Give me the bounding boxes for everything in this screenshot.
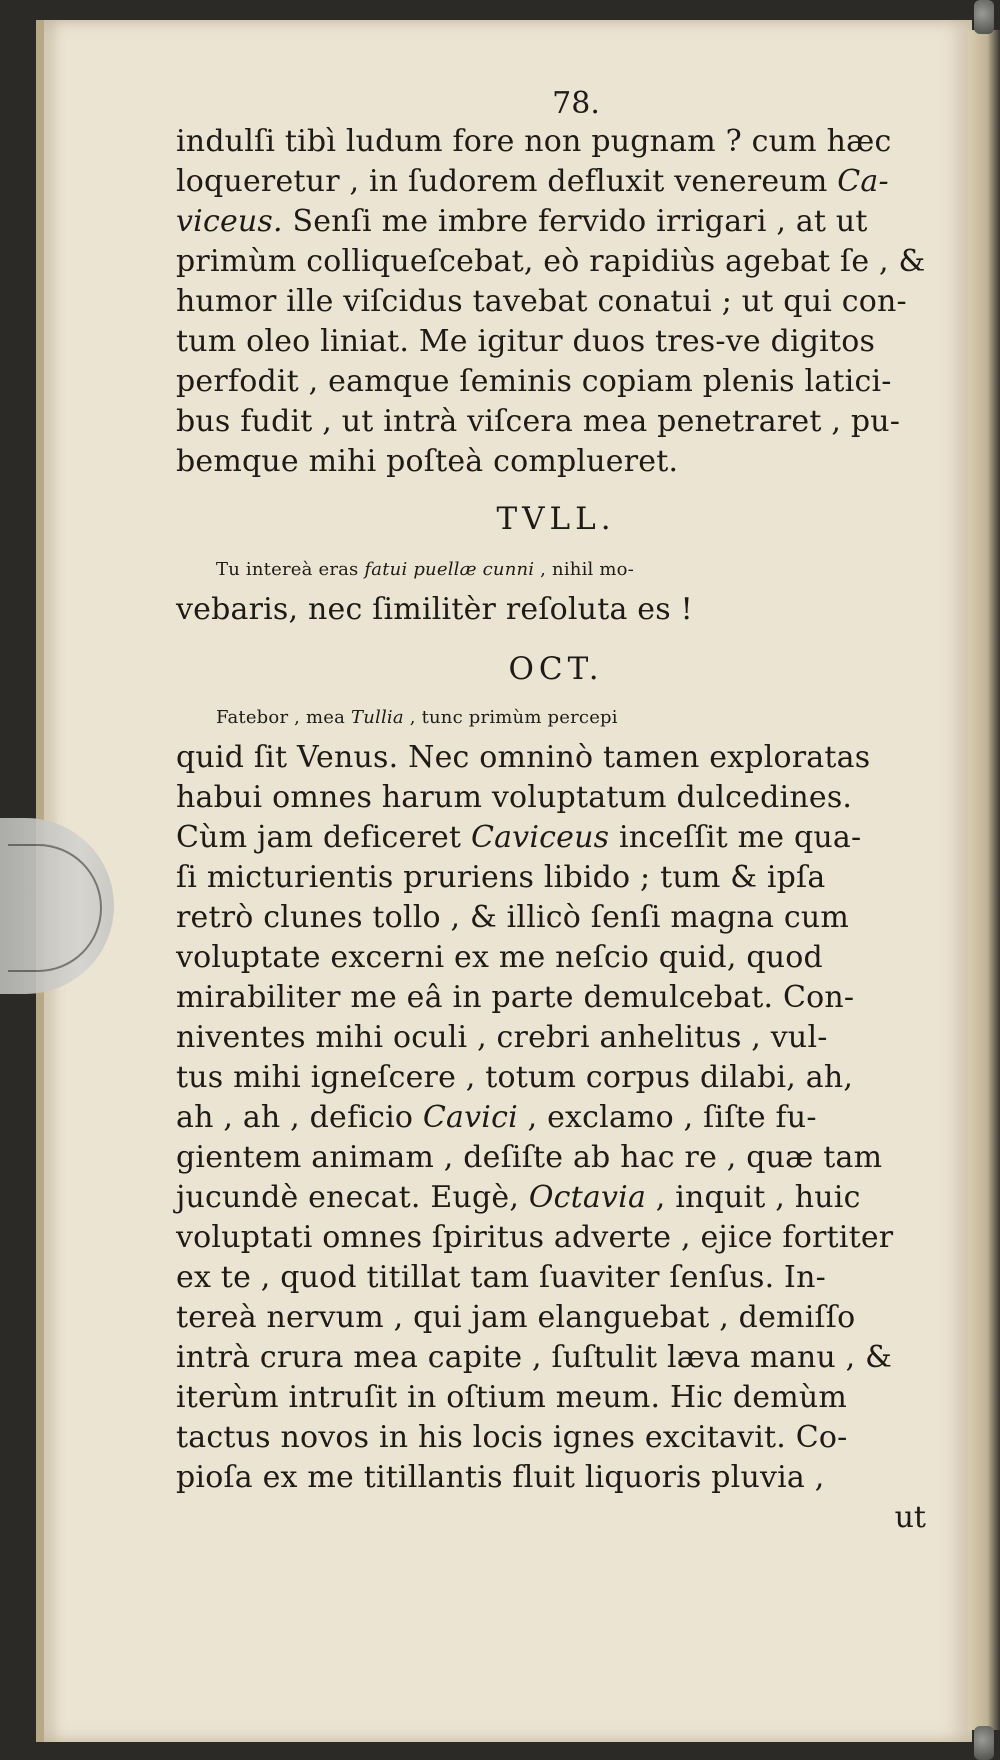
speaker-heading-oct: OCT. — [508, 651, 604, 687]
speaker-heading-tull: TVLL. — [496, 501, 616, 537]
text-line: retrò clunes tollo , & illicò ſenſi magna cum — [176, 900, 850, 935]
catchword: ut — [894, 1500, 926, 1535]
binding-pin-bottom — [974, 1726, 994, 1760]
text-line: vebaris, nec ſimilitèr reſoluta es ! — [176, 592, 693, 627]
text-line: voluptate excerni ex me neſcio quid, quod — [176, 940, 823, 975]
text-line: primùm colliqueſcebat, eò rapidiùs agebat ſe , & — [176, 244, 926, 279]
text-line: niventes mihi oculi , crebri anhelitus , vul- — [176, 1020, 828, 1055]
text-line: loqueretur , in ſudorem defluxit venereum Ca- — [176, 164, 889, 199]
text-line: Tu intereà eras fatui puellæ cunni , nihil mo- — [216, 559, 634, 580]
text-line: voluptati omnes ſpiritus adverte , ejice fortiter — [176, 1220, 894, 1255]
text-line: bus fudit , ut intrà viſcera mea penetraret , pu- — [176, 404, 901, 439]
text-line: Fatebor , mea Tullia , tunc primùm percepi — [216, 707, 618, 728]
clip-outline — [8, 844, 102, 972]
text-line: jucundè enecat. Eugè, Octavia , inquit , huic — [176, 1180, 861, 1215]
text-line: pioſa ex me titillantis fluit liquoris pluvia , — [176, 1460, 825, 1495]
binding-pin-top — [974, 0, 994, 34]
text-line: quid ſit Venus. Nec omninò tamen exploratas — [176, 740, 871, 775]
paragraph-2 — [176, 550, 936, 630]
text-line: indulſi tibì ludum fore non pugnam ? cum hæc — [176, 124, 892, 159]
text-line: bemque mihi poſteà complueret. — [176, 444, 679, 479]
text-line: tactus novos in his locis ignes excitavit. Co- — [176, 1420, 848, 1455]
text-line: perfodit , eamque ſeminis copiam plenis latici- — [176, 364, 892, 399]
text-line: iterùm intruſit in oſtium meum. Hic demùm — [176, 1380, 848, 1415]
text-line: intrà crura mea capite , ſuſtulit læva manu , & — [176, 1340, 893, 1375]
page-text — [176, 86, 936, 1538]
text-line: ex te , quod titillat tam ſuaviter ſenſus. In- — [176, 1260, 826, 1295]
text-line: ſi micturientis pruriens libido ; tum & ipſa — [176, 860, 826, 895]
page-number: 78. — [552, 86, 600, 121]
text-line: humor ille viſcidus tavebat conatui ; ut qui con- — [176, 284, 907, 319]
page-edge — [968, 30, 1000, 1730]
text-line: mirabiliter me eâ in parte demulcebat. Con- — [176, 980, 855, 1015]
text-line: viceus. Senſi me imbre fervido irrigari , at ut — [176, 204, 868, 239]
text-line: tum oleo liniat. Me igitur duos tres-ve digitos — [176, 324, 876, 359]
text-line: tus mihi igneſcere , totum corpus dilabi, ah, — [176, 1060, 854, 1095]
text-line: habui omnes harum voluptatum dulcedines. — [176, 780, 853, 815]
text-line: ah , ah , deficio Cavici , exclamo , ſiſte fu- — [176, 1100, 817, 1135]
text-line: gientem animam , deſiſte ab hac re , quæ tam — [176, 1140, 883, 1175]
paragraph-3 — [176, 698, 936, 1498]
text-line: Cùm jam deficeret Caviceus inceſſit me qua- — [176, 820, 862, 855]
paragraph-1 — [176, 122, 936, 482]
text-line: tereà nervum , qui jam elanguebat , demiſſo — [176, 1300, 856, 1335]
